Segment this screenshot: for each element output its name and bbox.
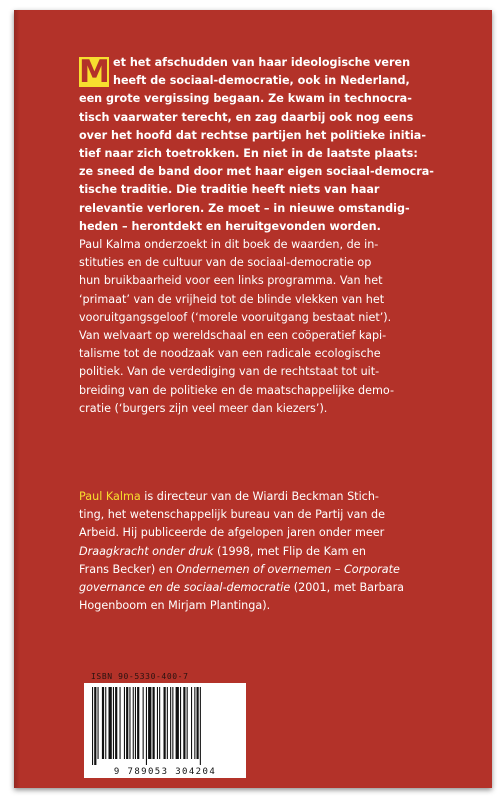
barcode [84,683,246,778]
intro-line: een grote vergissing begaan. Ze kwam in technocra- [79,92,412,106]
intro-line: ze sneed de band door met haar eigen sociaal-democra- [79,165,434,179]
barcode-bar [187,687,188,759]
barcode-bar [124,687,125,759]
body-line: politiek. Van de verdediging van de rechtstaat tot uit- [79,365,380,379]
barcode-bar [120,687,121,759]
isbn-label: ISBN 90-5330-400-7 [91,672,189,681]
barcode-bar [143,687,144,759]
bio-line: Arbeid. Hij publiceerde de afgelopen jaren onder meer [79,526,385,540]
barcode-bar [176,687,179,759]
barcode-number: 9 789053 304204 [84,767,246,777]
barcode-bar [157,687,158,759]
body-line: vooruitgangsgeloof (‘morele vooruitgang bestaat niet’). [79,310,392,324]
barcode-bar [105,687,106,759]
barcode-bar [191,687,192,759]
body-line: Van welvaart op wereldschaal en een coöperatief kapi- [79,329,387,343]
barcode-bar [109,687,112,759]
bio-text: Frans Becker) en [79,562,177,576]
barcode-bar [164,687,166,759]
barcode-bar [113,687,114,759]
barcode-bar [167,687,168,759]
author-bio [79,488,481,615]
body-line: breiding van de politieke en de maatschappelijke demo- [79,383,395,397]
barcode-bar [170,687,171,759]
book-title: Ondernemen of overnemen – Corporate [176,562,400,576]
intro-line: et het afschudden van haar ideologische veren [113,56,411,69]
bio-line: ting, het wetenschappelijk bureau van de Partij van de [79,508,386,522]
barcode-bar [172,687,173,759]
barcode-bar [153,687,155,759]
barcode-bar [135,687,136,759]
barcode-bar [137,687,139,759]
body-line: ‘primaat’ van de vrijheid tot de blinde vlekken van het [79,292,385,306]
bio-text: (2001, met Barbara [290,581,405,595]
barcode-bar [94,687,96,765]
barcode-bars [84,683,246,765]
bio-line: Hogenboom en Mirjam Plantinga). [79,599,271,613]
bio-line [79,543,481,561]
barcode-bar [102,687,104,759]
intro-line: tisch vaarwater terecht, en zag daarbij ook nog eens [79,110,414,124]
barcode-bar [197,687,199,759]
barcode-bar [92,687,93,765]
barcode-bar [126,687,128,759]
book-title: Draagkracht onder druk [79,544,214,558]
book-title: governance en de sociaal-democratie [79,581,291,595]
bio-line [79,488,481,506]
drop-cap: M [79,54,110,90]
barcode-bar [183,687,185,759]
barcode-bar [200,687,201,765]
intro-line: heeft de sociaal-democratie, ook in Nederland, [113,74,410,88]
intro-line: tische traditie. Die traditie heeft niets van haar [79,183,380,197]
bio-line [79,579,481,597]
blurb-text [79,54,481,418]
barcode-bar [115,687,117,759]
intro-line: relevantie verloren. Ze moet – in nieuwe omstandig- [79,201,410,215]
barcode-bar [98,687,99,759]
barcode-bar [133,687,134,759]
body-line: Paul Kalma onderzoekt in dit boek de waarden, de in- [79,238,379,252]
intro-line: over het hoofd dat rechtse partijen het politieke initia- [79,128,426,142]
author-name: Paul Kalma [79,490,141,503]
body-line: stituties en de cultuur van de sociaal-democratie op [79,256,372,270]
body-line: talisme tot de noodzaak van een radicale ecologische [79,347,381,361]
bio-text: (1998, met Flip de Kam en [213,544,367,558]
cover-spine-shadow [14,10,20,788]
barcode-bar [146,687,147,765]
barcode-bar [180,687,181,759]
intro-line: heden – herontdekt en heruitgevonden worden. [79,219,381,233]
body-line: hun bruikbaarheid voor een links programma. Van het [79,274,383,288]
body-line: cratie (‘burgers zijn veel meer dan kiezers’). [79,401,328,415]
barcode-bar [194,687,195,759]
intro-paragraph [79,54,481,90]
bio-line [79,561,481,579]
barcode-bar [159,687,160,759]
bio-text: is directeur van de Wiardi Beckman Stich- [140,490,379,503]
intro-line: tief naar zich toetrokken. En niet in de laatste plaats: [79,147,418,161]
barcode-bar [129,687,130,759]
barcode-bar [148,687,151,759]
